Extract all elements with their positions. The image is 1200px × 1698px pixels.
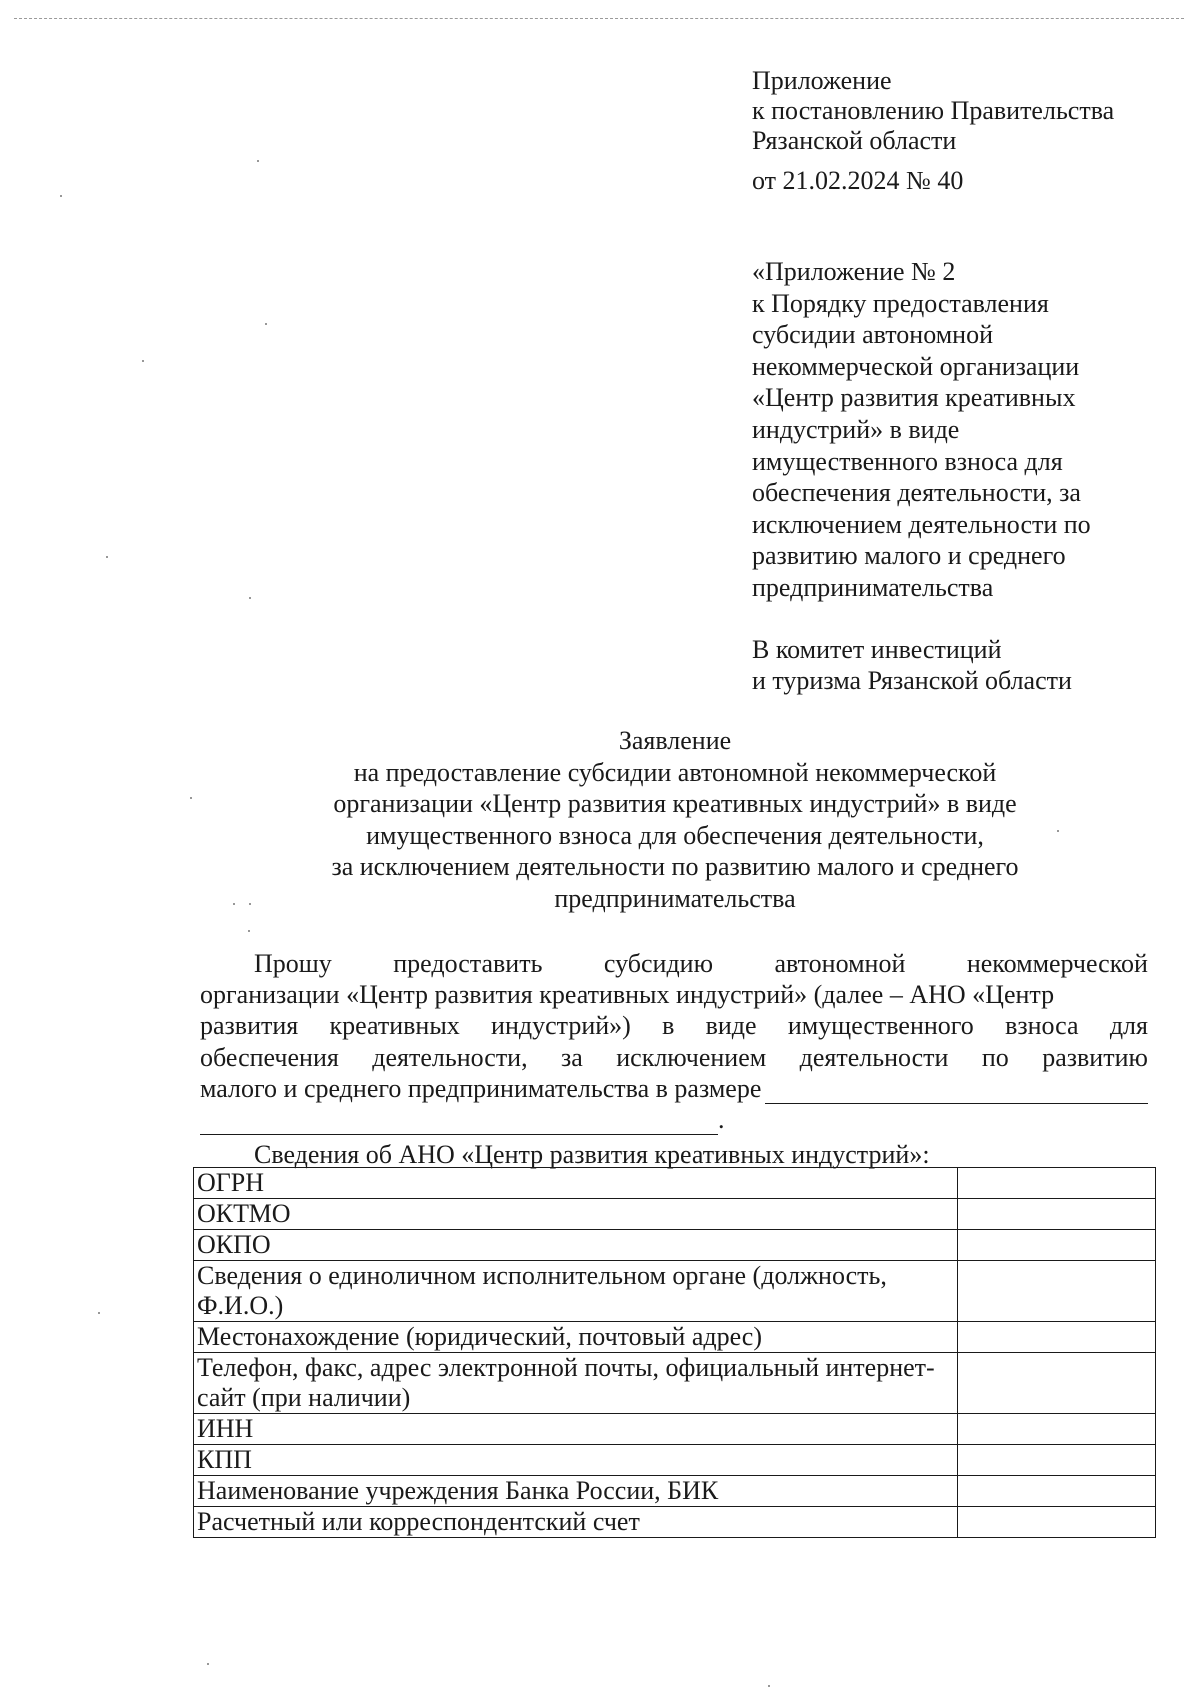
- word: взноса: [1005, 1011, 1079, 1041]
- word: креативных: [329, 1011, 460, 1041]
- word: развитию: [1042, 1042, 1148, 1072]
- appendix-2-line: имущественного взноса для: [752, 446, 1063, 476]
- title-line: имущественного взноса для обеспечения деятельности,: [366, 820, 984, 850]
- appendix-2-line: индустрий» в виде: [752, 414, 960, 444]
- table-row: [194, 1414, 1156, 1445]
- scan-speck: [1057, 830, 1059, 832]
- table-row: [194, 1199, 1156, 1230]
- row-value-cell[interactable]: [958, 1230, 1156, 1261]
- word: обеспечения: [200, 1042, 339, 1072]
- word: развития: [200, 1011, 299, 1041]
- row-label: Местонахождение (юридический, почтовый адрес): [194, 1322, 958, 1353]
- row-value-cell[interactable]: [958, 1445, 1156, 1476]
- info-heading: Сведения об АНО «Центр развития креативных индустрий»:: [254, 1140, 930, 1170]
- scan-speck: [249, 597, 251, 599]
- row-label: Расчетный или корреспондентский счет: [194, 1507, 958, 1538]
- scan-speck: [233, 903, 235, 905]
- row-value-cell[interactable]: [958, 1353, 1156, 1414]
- row-label: ОГРН: [194, 1168, 958, 1199]
- word: имущественного: [787, 1011, 974, 1041]
- row-label: Наименование учреждения Банка России, БИК: [194, 1476, 958, 1507]
- title-line: предпринимательства: [554, 883, 796, 913]
- word: субсидию: [603, 949, 714, 978]
- word: Прошу: [254, 949, 332, 978]
- row-label: ИНН: [194, 1414, 958, 1445]
- table-row: [194, 1168, 1156, 1199]
- appendix-2-line: субсидии автономной: [752, 320, 993, 350]
- paragraph-line-6: [200, 1104, 1148, 1135]
- appendix-date-number: от 21.02.2024 № 40: [752, 166, 964, 195]
- word: некоммерческой: [966, 949, 1148, 978]
- scan-speck: [98, 1312, 100, 1314]
- word: виде: [705, 1011, 757, 1041]
- organization-info-table: [193, 1167, 1156, 1538]
- scan-speck: [190, 797, 192, 799]
- scan-speck: [106, 556, 108, 558]
- recipient-block: [752, 634, 1072, 696]
- row-value-cell[interactable]: [958, 1199, 1156, 1230]
- appendix-2-line: некоммерческой организации: [752, 351, 1080, 381]
- appendix-header-line: Приложение: [752, 66, 892, 95]
- recipient-line: и туризма Рязанской области: [752, 666, 1072, 695]
- appendix-2-line: «Приложение № 2: [752, 257, 956, 286]
- row-value-cell[interactable]: [958, 1414, 1156, 1445]
- row-value-cell[interactable]: [958, 1261, 1156, 1322]
- appendix-2-line: предпринимательства: [752, 572, 994, 602]
- row-value-cell[interactable]: [958, 1476, 1156, 1507]
- row-label: Телефон, факс, адрес электронной почты, официальный интернет-сайт (при наличии): [194, 1353, 958, 1414]
- row-value-cell[interactable]: [958, 1507, 1156, 1538]
- title-line: организации «Центр развития креативных индустрий» в виде: [333, 789, 1017, 818]
- table-row: [194, 1507, 1156, 1538]
- word: за: [561, 1042, 583, 1072]
- row-label: ОКПО: [194, 1230, 958, 1261]
- document-title: [200, 725, 1150, 914]
- word: автономной: [774, 949, 906, 978]
- appendix-2-line: «Центр развития креативных: [752, 383, 1076, 413]
- word: деятельности,: [372, 1042, 528, 1072]
- table-row: [194, 1261, 1156, 1322]
- word: предоставить: [393, 949, 543, 978]
- scan-speck: [768, 1685, 770, 1687]
- appendix-2-block: [752, 256, 1091, 604]
- request-paragraph: [200, 948, 1148, 1170]
- table-row: [194, 1476, 1156, 1507]
- appendix-2-line: исключением деятельности по: [752, 509, 1091, 539]
- appendix-header-line: к постановлению Правительства: [752, 96, 1115, 125]
- amount-fill-line[interactable]: [765, 1079, 1148, 1104]
- appendix-2-line: к Порядку предоставления: [752, 288, 1049, 318]
- word: индустрий»): [491, 1011, 631, 1041]
- row-label: КПП: [194, 1445, 958, 1476]
- paragraph-line-2: организации «Центр развития креативных индустрий» (далее – АНО «Центр: [200, 980, 1055, 1010]
- appendix-header: [752, 66, 1114, 196]
- word: по: [981, 1042, 1009, 1072]
- scan-speck: [257, 160, 259, 162]
- table-row: [194, 1445, 1156, 1476]
- scan-speck: [207, 1663, 209, 1665]
- title-line: за исключением деятельности по развитию малого и среднего: [331, 852, 1019, 881]
- row-label: Сведения о единоличном исполнительном органе (должность, Ф.И.О.): [194, 1261, 958, 1322]
- table-row: [194, 1230, 1156, 1261]
- scan-speck: [142, 360, 144, 362]
- paragraph-line-1: [200, 948, 1148, 979]
- paragraph-line-4: [200, 1042, 1148, 1073]
- table-row: [194, 1322, 1156, 1353]
- scan-speck: [265, 323, 267, 325]
- paragraph-line-5: [200, 1073, 1148, 1104]
- word: в: [662, 1011, 675, 1041]
- scan-speck: [249, 903, 251, 905]
- sentence-end: .: [718, 1105, 725, 1135]
- paragraph-line-3: [200, 1010, 1148, 1041]
- scan-speck: [60, 195, 62, 197]
- row-label: ОКТМО: [194, 1199, 958, 1230]
- row-value-cell[interactable]: [958, 1322, 1156, 1353]
- amount-fill-line-continued[interactable]: [200, 1110, 718, 1135]
- row-value-cell[interactable]: [958, 1168, 1156, 1199]
- appendix-2-line: обеспечения деятельности, за: [752, 478, 1081, 508]
- appendix-2-line: развитию малого и среднего: [752, 541, 1066, 571]
- amount-label: малого и среднего предпринимательства в размере: [200, 1073, 762, 1103]
- word: деятельности: [799, 1042, 949, 1072]
- scan-top-edge: [14, 18, 1184, 19]
- word: исключением: [616, 1042, 767, 1072]
- word: для: [1109, 1011, 1148, 1041]
- title-heading: Заявление: [618, 726, 732, 755]
- recipient-line: В комитет инвестиций: [752, 635, 1002, 664]
- scan-speck: [248, 930, 250, 932]
- appendix-header-line: Рязанской области: [752, 126, 957, 155]
- table-row: [194, 1353, 1156, 1414]
- title-line: на предоставление субсидии автономной некоммерческой: [353, 757, 997, 787]
